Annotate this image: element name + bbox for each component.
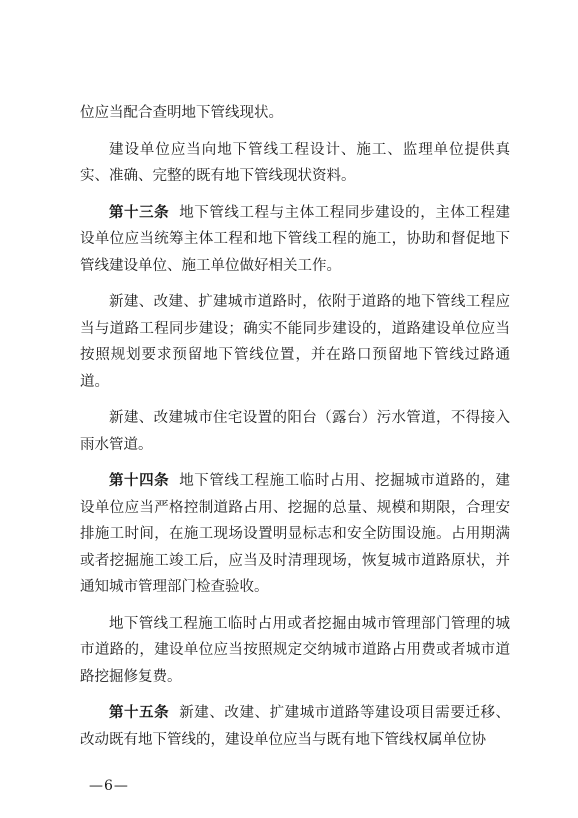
article-title: 第十五条: [109, 705, 170, 721]
page-number: —6—: [89, 778, 129, 794]
paragraph-5: [80, 405, 510, 458]
paragraph-4: [80, 289, 510, 395]
article-title: 第十四条: [109, 473, 170, 489]
paragraph-text: 新建、改建、扩建城市道路等建设项目需要迁移、改动既有地下管线的，建设单位应当与既有地下管线权属单位协: [80, 705, 511, 748]
paragraph-text: 地下管线工程施工临时占用、挖掘城市道路的，建设单位应当严格控制道路占用、挖掘的总量、规模和期限，合理安排施工时间，在施工现场设置明显标志和安全防围设施。占用期满或者挖掘施工竣工后，应当及时清理现场，恢复城市道路原状，并通知城市管理部门检查验收。: [80, 473, 511, 595]
paragraph-text: 建设单位应当向地下管线工程设计、施工、监理单位提供真实、准确、完整的既有地下管线现状资料。: [80, 141, 510, 184]
paragraph-text: 新建、改建、扩建城市道路时，依附于道路的地下管线工程应当与道路工程同步建设；确实不能同步建设的，道路建设单位应当按照规划要求预留地下管线位置，并在路口预留地下管线过路通道。: [80, 294, 510, 390]
paragraph-7: [80, 611, 510, 691]
document-body: [80, 100, 510, 763]
paragraph-text: 地下管线工程施工临时占用或者挖掘由城市管理部门管理的城市道路的，建设单位应当按照规定交纳城市道路占用费或者城市道路挖掘修复费。: [80, 615, 510, 685]
article-title: 第十三条: [109, 204, 170, 221]
paragraph-article-15: [80, 700, 510, 753]
paragraph-text: 新建、改建城市住宅设置的阳台（露台）污水管道，不得接入雨水管道。: [80, 410, 510, 453]
paragraph-article-14: [80, 468, 510, 601]
paragraph-text: 位应当配合查明地下管线现状。: [80, 105, 283, 121]
paragraph-text: 地下管线工程与主体工程同步建设的，主体工程建设单位应当统筹主体工程和地下管线工程的施工，协助和督促地下管线建设单位、施工单位做好相关工作。: [80, 204, 511, 274]
paragraph-article-13: [80, 200, 510, 280]
paragraph-1: [80, 100, 510, 127]
paragraph-2: [80, 137, 510, 190]
